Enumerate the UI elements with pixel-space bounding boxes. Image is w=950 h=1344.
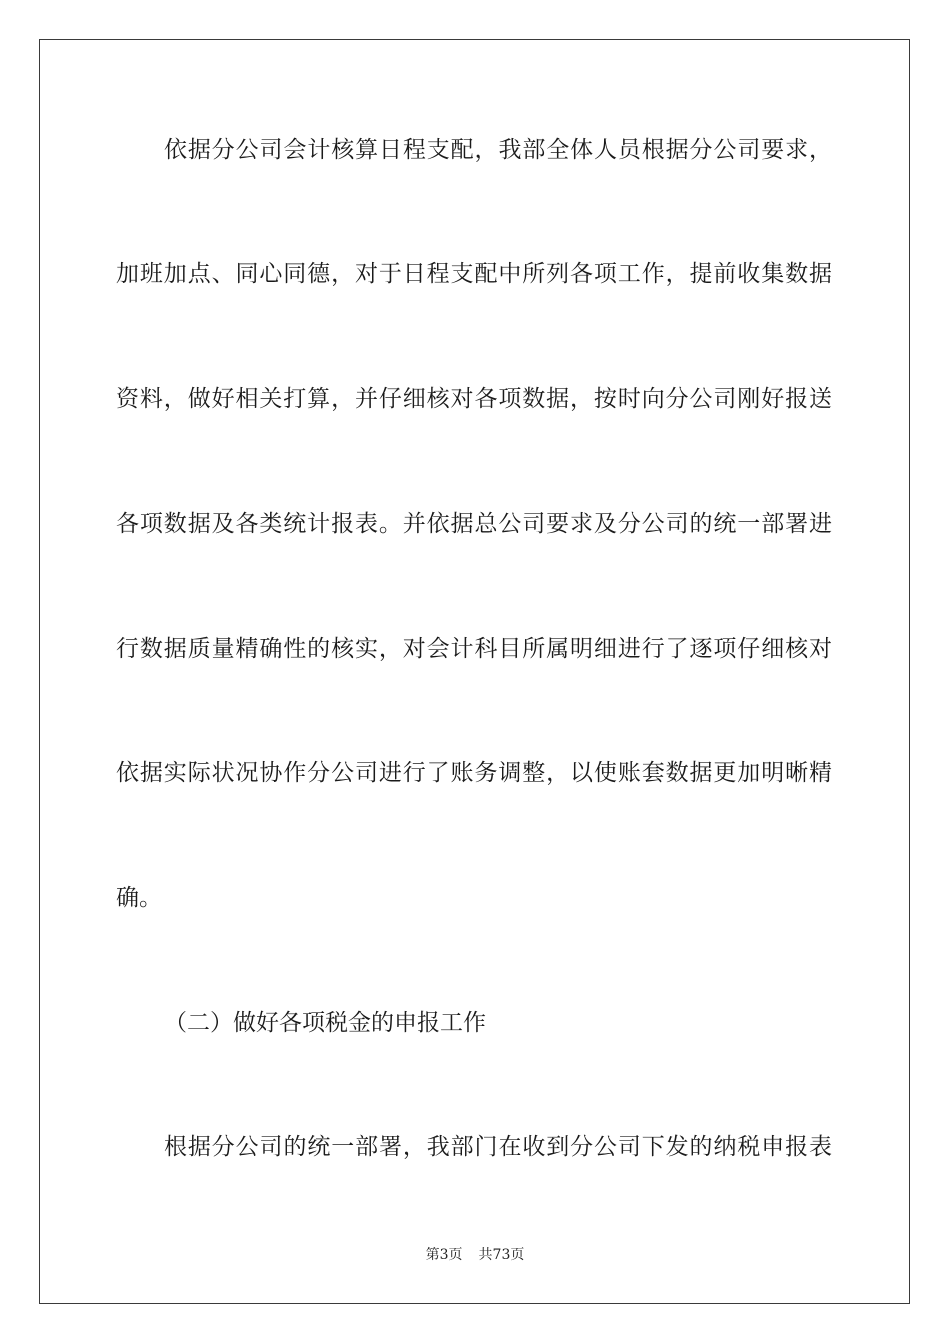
section-heading: （二）做好各项税金的申报工作 xyxy=(164,1010,486,1036)
page-border xyxy=(39,39,910,1304)
paragraph-line: 各项数据及各类统计报表。并依据总公司要求及分公司的统一部署进 xyxy=(116,511,832,537)
paragraph-line: 行数据质量精确性的核实，对会计科目所属明细进行了逐项仔细核对 xyxy=(116,636,832,662)
paragraph-line: 资料，做好相关打算，并仔细核对各项数据，按时向分公司刚好报送 xyxy=(116,386,832,412)
page-number: 第3页 xyxy=(425,1247,463,1263)
page-footer xyxy=(0,1246,950,1264)
paragraph-line: 依据实际状况协作分公司进行了账务调整，以使账套数据更加明晰精 xyxy=(116,760,832,786)
paragraph-line: 根据分公司的统一部署，我部门在收到分公司下发的纳税申报表 xyxy=(164,1134,832,1160)
paragraph-line: 确。 xyxy=(116,885,162,911)
paragraph-line: 加班加点、同心同德，对于日程支配中所列各项工作，提前收集数据 xyxy=(116,261,832,287)
total-pages: 共73页 xyxy=(478,1247,525,1263)
paragraph-line: 依据分公司会计核算日程支配，我部全体人员根据分公司要求， xyxy=(164,137,832,163)
